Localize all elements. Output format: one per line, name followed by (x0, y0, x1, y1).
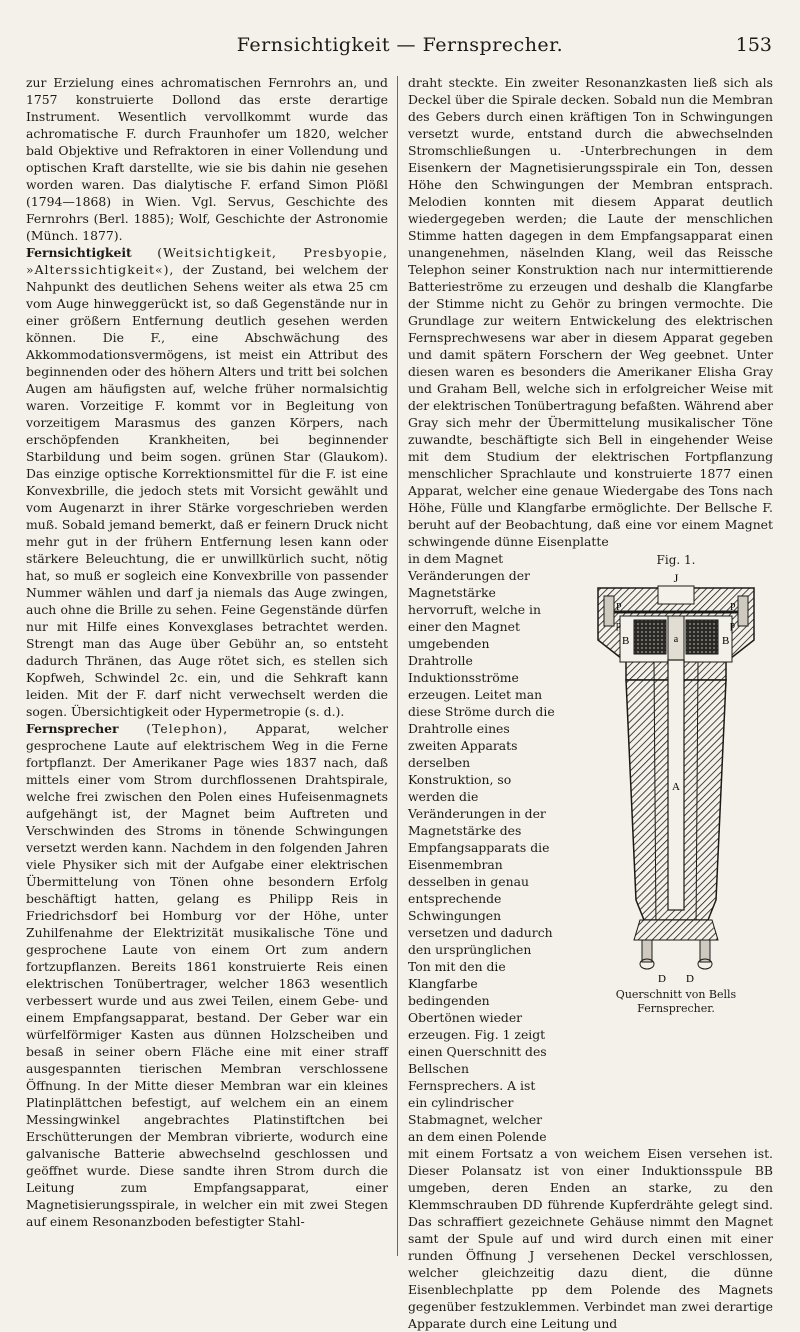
label-a-large: A (672, 781, 680, 793)
label-b-right: B (722, 635, 730, 647)
paragraph-right-top: draht steckte. Ein zweiter Resonanzkasten ließ sich als Deckel über die Spirale decken. Sobald nun die Membran des Gebers durch einen kräftigen Ton in Schwingungen versetzt wurde, entstand durch die abwechselnden Stromschließungen u. -Unterbrechungen in dem Eisenkern der Magnetisierungsspirale ein Ton, dessen Höhe den Schwingungen der Membran entsprach. Melodien konnten mit diesem Apparat deutlich wiedergegeben werden; die Laute der menschlichen Stimme hatten dagegen in dem Empfangsapparat einen unangenehmen, näselnden Klang, weil das Reissche Telephon seiner Konstruktion nach nur intermittierende Batterieströme zu erzeugen und deshalb die Klangfarbe der Stimme nicht zu Gehör zu bringen vermochte. Die Grundlage zur weitern Entwickelung des elektrischen Fernsprechwesens war aber in diesem Apparat gegeben und damit spätern Forschern der Weg geebnet. Unter diesen waren es besonders die Amerikaner Elisha Gray und Graham Bell, welche sich in erfolgreicher Weise mit der elektrischen Tonübertragung befaßten. Während aber Gray sich mehr der Übermittelung musikalischer Töne zuwandte, beschäftigte sich Bell in eingehender Weise mit dem Studium der elektrischen Fortpflanzung menschlicher Sprachlaute und konstruierte 1877 einen Apparat, welcher eine genaue Wiedergabe des Tons nach Höhe, Fülle und Klangfarbe ermöglichte. Der Bellsche F. beruht auf der Beobachtung, daß eine vor einem Magnet schwingende dünne Eisenplatte (408, 75, 774, 549)
figure-1 (576, 553, 776, 1020)
label-b-left: B (622, 635, 630, 647)
right-column (408, 74, 773, 1332)
paragraph-right-bottom: mit einem Fortsatz a von weichem Eisen versehen ist. Dieser Polansatz ist von einer Induktionsspule BB umgeben, deren Enden an starke, zu den Klemmschrauben DD führende Kupferdrähte gelegt sind. Das schraffiert gezeichnete Gehäuse nimmt den Magnet samt der Spule auf und wird durch einen mit einer runden Öffnung J versehenen Deckel verschlossen, welcher gleichzeitig dazu dient, die dünne Eisenblechplatte pp dem Polende des Magnets gegenüber festzuklemmen. Verbindet man zwei derartige Apparate durch eine Leitung und (408, 1146, 773, 1331)
figure-label: Fig. 1. (656, 553, 696, 567)
page-title: Fernsichtigkeit — Fernsprecher. (236, 34, 564, 56)
screw-left (604, 596, 614, 626)
label-d-left: D (658, 973, 666, 985)
synonyms-fernsprecher: (Telephon), (146, 721, 229, 736)
label-p-left: p (616, 620, 621, 631)
label-d-right: D (686, 973, 694, 985)
label-p-right-upper: P (730, 602, 736, 613)
entry-fernsprecher (26, 720, 388, 1230)
body-fernsprecher: Apparat, welcher gesprochene Laute auf elektrischem Weg in die Ferne fortpflanzt. Der Amerikaner Page wies 1837 nach, daß mittels einer vom Strom durchflossenen Drahtspirale, welche frei zwischen den Polen eines Hufeisenmagnets aufgehängt ist, der Magnet beim Auftreten und Verschwinden des Stroms in tönende Schwingungen versetzt werden kann. Nachdem in den folgenden Jahren viele Physiker sich mit der Aufgabe einer elektrischen Übermittelung von Tönen ohne besondern Erfolg beschäftigt hatten, gelang es Philipp Reis in Friedrichsdorf bei Homburg vor der Höhe, unter Zuhilfenahme der Elektrizität musikalische Töne und gesprochene Laute von einem Ort zum andern fortzupflanzen. Bereits 1861 konstruierte Reis einen elektrischen Tonübertrager, welcher 1863 wesentlich verbessert wurde und aus zwei Teilen, einem Gebe- und einem Empfangsapparat, bestand. Der Geber war ein würfelförmiger Kasten aus dünnen Holzscheiben und besaß in seiner obern Fläche eine mit einer straff ausgespannten tierischen Membran verschlossene Öffnung. In der Mitte dieser Membran war ein kleines Platinplättchen befestigt, auf welchem ein an einem Messingwinkel angebrachtes Platinstiftchen bei Erschütterungen der Membran vibrierte, wodurch eine galvanische Batterie abwechselnd geschlossen und geöffnet wurde. Diese sandte ihren Strom durch die Leitung zum Empfangsapparat, einer Magnetisierungsspirale, in welcher ein mit zwei Stegen auf einem Resonanzboden befestigter Stahl- (26, 721, 388, 1229)
label-a-small: a (673, 634, 679, 645)
entry-fernsichtigkeit (26, 244, 388, 720)
induction-coil-left (634, 620, 666, 654)
label-p-left-upper: P (616, 602, 622, 613)
body-fernsichtigkeit: der Zustand, bei welchem der Nahpunkt des deutlichen Sehens weiter als etwa 25 cm vom Auge hinweggerückt ist, so daß Gegenstände nur in einer größern Entfernung deutlich gesehen werden können. Die F., eine Abschwächung des Akkommodationsvermögens, ist meist ein Attribut des beginnenden oder des höhern Alters und tritt bei solchen Augen am häufigsten auf, welche früher normalsichtig waren. Vorzeitige F. kommt vor in Begleitung von vorzeitigem Marasmus des ganzen Körpers, nach erschöpfenden Krankheiten, bei beginnender Starbildung und beim sogen. grünen Star (Glaukom). Das einzige optische Korrektionsmittel für die F. ist eine Konvexbrille, die jedoch stets mit Vorsicht gewählt und vom Augenarzt in ihrer Stärke vorgeschrieben werden muß. Sobald jemand bemerkt, daß er feinern Druck nicht mehr gut in der frühern Entfernung lesen kann oder stärkere Beleuchtung, die er unwillkürlich sucht, nötig hat, so muß er sogleich eine Konvexbrille von passender Nummer wählen und darf ja niemals das Auge zwingen, auch ohne die Brille zu sehen. Feine Gegenstände dürfen nur mit Hilfe eines Konvexglases betrachtet werden. Strengt man das Auge über Gebühr an, so entsteht dadurch Thränen, das Auge rötet sich, es stellen sich Kopfweh, Schwindel 2c. ein, und die Sehkraft kann leiden. Mit der F. darf nicht verwechselt werden die sogen. Übersichtigkeit oder Hypermetropie (s. d.). (26, 262, 388, 719)
housing-base (634, 920, 718, 940)
induction-coil-right (686, 620, 718, 654)
figure-block (408, 550, 773, 1144)
running-header (24, 34, 776, 64)
headword-fernsprecher: Fernsprecher (26, 721, 119, 736)
column-divider (397, 76, 398, 1256)
screw-right (738, 596, 748, 626)
label-j: J (673, 571, 679, 585)
paragraph-fernrohr-continuation: zur Erzielung eines achromatischen Fernrohrs an, und 1757 konstruierte Dollond das erste derartige Instrument. Wesentlich vervollkommt wurde das achromatische F. durch Fraunhofer um 1820, welcher bald Objektive und Refraktoren in einer Vollendung und optischen Kraft darstellte, wie sie bis dahin nie gesehen worden waren. Das dialytische F. erfand Simon Plößl (1794—1868) in Wien. Vgl. Servus, Geschichte des Fernrohrs (Berl. 1885); Wolf, Geschichte der Astronomie (Münch. 1877). (26, 75, 388, 243)
figure-caption: Querschnitt von Bells Fernsprecher. (615, 988, 737, 1015)
telephone-cross-section-drawing (576, 570, 776, 990)
left-column (26, 74, 388, 1230)
label-p-right: p (730, 620, 735, 631)
page-number: 153 (735, 34, 772, 56)
opening-j (658, 586, 694, 604)
synonyms-fernsichtigkeit: (Weitsichtigkeit, Presbyopie, »Alterssichtigkeit«), (26, 245, 388, 277)
paragraph-beside-figure: in dem Magnet Veränderungen der Magnetstärke hervorruft, welche in einer den Magnet umgebenden Drahtrolle Induktionsströme erzeugen. Leitet man diese Ströme durch die Drahtrolle eines zweiten Apparats derselben Konstruktion, so werden die Veränderungen in der Magnetstärke des Empfangsapparats die Eisenmembran desselben in genau entsprechende Schwingungen versetzen und dadurch den ursprünglichen Ton mit den die Klangfarbe bedingenden Obertönen wieder erzeugen. Fig. 1 zeigt einen Querschnitt des Bellschen Fernsprechers. A ist ein cylindrischer Stabmagnet, welcher an dem einen Polende (408, 551, 555, 1144)
headword-fernsichtigkeit: Fernsichtigkeit (26, 245, 132, 260)
